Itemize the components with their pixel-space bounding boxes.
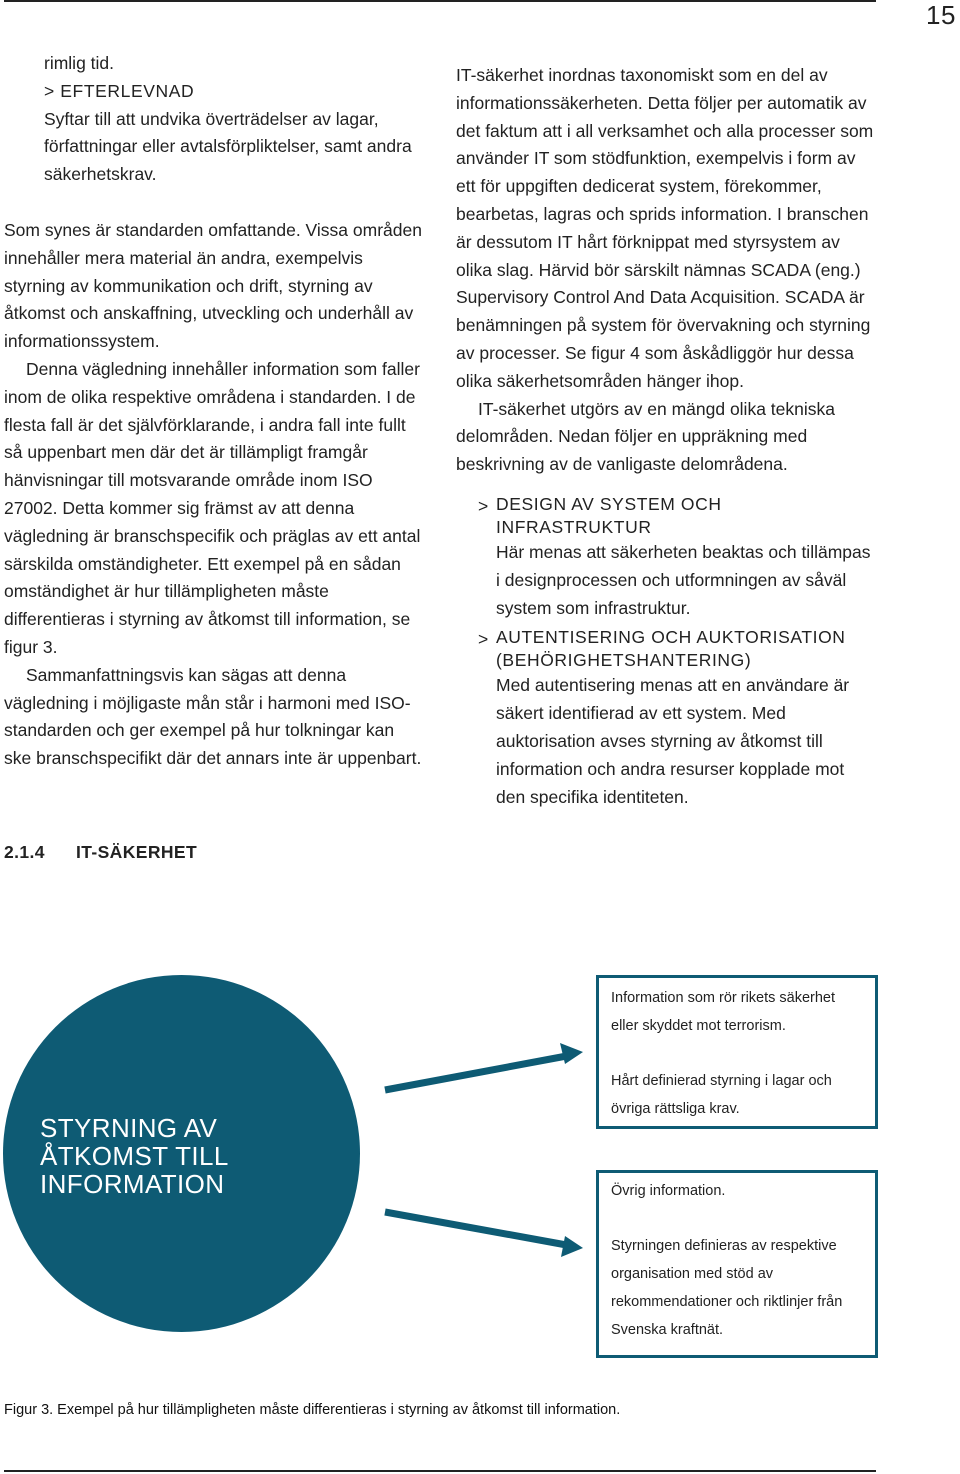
- spacer: [611, 1205, 863, 1232]
- list-text-efterlevnad: Syftar till att undvika överträdelser av lagar, författningar eller avtalsförpliktelser, samt andra säkerhetskrav.: [44, 108, 412, 185]
- box-text: Övrig information.: [611, 1183, 726, 1199]
- list-heading: AUTENTISERING OCH AUKTORISATION (BEHÖRIGHETSHANTERING): [496, 627, 846, 671]
- upper-arrow: [385, 1043, 583, 1090]
- list-heading-efterlevnad: > EFTERLEVNAD: [44, 80, 195, 101]
- list-text: Med autentisering menas att en användare är säkert identifierad av ett system. Med auktorisation avses styrning av åtkomst till information och andra resurser kopplade mot den specifika identiteten.: [496, 675, 850, 807]
- body-paragraph: Som synes är standarden omfattande. Vissa områden innehåller mera material än andra, exempelvis styrning av kommunikation och drift, styrning av åtkomst och anskaffning, utveckling och underhåll av informationssystem.: [4, 219, 422, 352]
- list-text: Här menas att säkerheten beaktas och tillämpas i designprocessen och utformningen av såväl system som infrastruktur.: [496, 541, 871, 618]
- list-marker: >: [478, 495, 489, 516]
- body-paragraph: Sammanfattningsvis kan sägas att denna vägledning i möjligaste mån står i harmoni med ISO-standarden och ger exempel på hur tolkningar kan ske branschspecifikt där det annars inte är uppenbart.: [4, 664, 422, 769]
- figure-caption: Figur 3. Exempel på hur tillämpligheten måste differentieras i styrning av åtkomst till information.: [4, 1402, 621, 1418]
- list-heading: DESIGN AV SYSTEM OCH INFRASTRUKTUR: [496, 493, 722, 537]
- spacer: [611, 1040, 863, 1067]
- box-text: Hårt definierad styrning i lagar och övriga rättsliga krav.: [611, 1073, 832, 1117]
- section-number: 2.1.4: [4, 842, 45, 862]
- body-paragraph: IT-säkerhet inordnas taxonomiskt som en del av informationssäkerheten. Detta följer per automatik av det faktum att i all verksamhet och alla processer som använder IT som stödfunktion, exempelvis i form av ett för uppgiften dedicerat system, förekommer, bearbetas, lagras och sprids information. I branschen är dessutom IT hårt förknippat med styrsystem av olika slag. Härvid bör särskilt nämnas SCADA (eng.) Supervisory Control And Data Acquisition. SCADA är benämningen på system för övervakning och styrning av processer. Se figur 4 som åskådliggör hur dessa olika säkerhetsområden hänger ihop.: [456, 65, 874, 391]
- body-paragraph: Denna vägledning innehåller information som faller inom de olika respektive områdena i standarden. I de flesta fall är det självförklarande, i andra fall inte fullt så uppenbart men där det är tillämpligt framgår hänvisningar till motsvarande område inom ISO 27002. Detta kommer sig främst av att denna vägledning är branschspecifik och präglas av ett antal särskilda omständigheter. Ett exempel på en sådan omständighet är hur tillämpligheten måste differentieras i styrning av åtkomst till information, se figur 3.: [4, 358, 421, 657]
- body-paragraph: IT-säkerhet utgörs av en mängd olika tekniska delområden. Nedan följer en uppräkning med beskrivning av de vanligaste delområdena.: [456, 398, 835, 475]
- page-number: 15: [926, 0, 956, 30]
- classified-info-box: [596, 975, 878, 1129]
- circle-label: STYRNING AV ÅTKOMST TILL INFORMATION: [40, 1113, 228, 1199]
- box-text: Styrningen definieras av respektive organisation med stöd av rekommendationer och riktlinjer från Svenska kraftnät.: [611, 1238, 843, 1338]
- list-marker: >: [478, 629, 489, 650]
- lower-arrow: [385, 1212, 583, 1257]
- continued-text: rimlig tid.: [44, 53, 115, 73]
- box-text: Information som rör rikets säkerhet eller skyddet mot terrorism.: [611, 990, 836, 1034]
- other-info-box: [596, 1170, 878, 1358]
- section-title: IT-SÄKERHET: [76, 842, 198, 862]
- bottom-rule: [4, 1470, 876, 1472]
